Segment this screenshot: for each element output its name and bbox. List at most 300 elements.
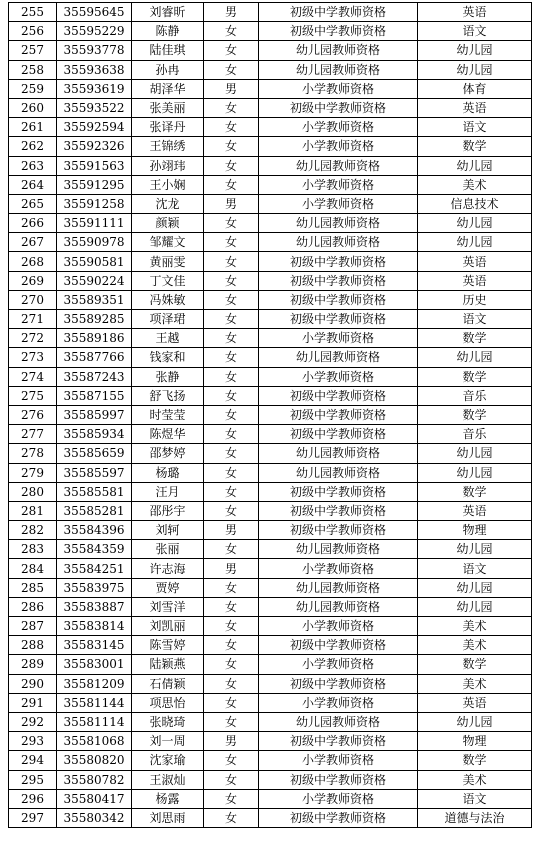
gender-cell: 女 xyxy=(204,41,259,60)
gender-cell: 女 xyxy=(204,674,259,693)
subject-cell: 数学 xyxy=(418,655,532,674)
certificate-type-cell: 小学教师资格 xyxy=(259,137,418,156)
certificate-type-cell: 幼儿园教师资格 xyxy=(259,578,418,597)
table-row xyxy=(9,770,532,789)
certificate-type-cell: 小学教师资格 xyxy=(259,693,418,712)
exam-id-cell: 35593778 xyxy=(57,41,132,60)
table-row xyxy=(9,655,532,674)
table-row xyxy=(9,674,532,693)
table-row xyxy=(9,41,532,60)
name-cell: 陈雪婷 xyxy=(132,636,204,655)
name-cell: 邵梦婷 xyxy=(132,444,204,463)
exam-id-cell: 35585934 xyxy=(57,425,132,444)
subject-cell: 英语 xyxy=(418,98,532,117)
subject-cell: 语文 xyxy=(418,310,532,329)
certificate-type-cell: 初级中学教师资格 xyxy=(259,674,418,693)
name-cell: 邹耀文 xyxy=(132,233,204,252)
row-number-cell: 279 xyxy=(9,463,57,482)
table-row xyxy=(9,367,532,386)
exam-id-cell: 35585659 xyxy=(57,444,132,463)
table-row xyxy=(9,271,532,290)
exam-id-cell: 35591258 xyxy=(57,194,132,213)
row-number-cell: 262 xyxy=(9,137,57,156)
candidate-table xyxy=(8,2,532,828)
exam-id-cell: 35580782 xyxy=(57,770,132,789)
name-cell: 丁文佳 xyxy=(132,271,204,290)
name-cell: 王淑灿 xyxy=(132,770,204,789)
row-number-cell: 260 xyxy=(9,98,57,117)
exam-id-cell: 35583887 xyxy=(57,597,132,616)
row-number-cell: 276 xyxy=(9,405,57,424)
exam-id-cell: 35590581 xyxy=(57,252,132,271)
name-cell: 杨露 xyxy=(132,789,204,808)
exam-id-cell: 35584251 xyxy=(57,559,132,578)
subject-cell: 幼儿园 xyxy=(418,156,532,175)
name-cell: 陆佳琪 xyxy=(132,41,204,60)
subject-cell: 数学 xyxy=(418,329,532,348)
row-number-cell: 294 xyxy=(9,751,57,770)
exam-id-cell: 35595229 xyxy=(57,22,132,41)
gender-cell: 男 xyxy=(204,732,259,751)
exam-id-cell: 35592326 xyxy=(57,137,132,156)
gender-cell: 女 xyxy=(204,712,259,731)
name-cell: 张晓琦 xyxy=(132,712,204,731)
certificate-type-cell: 初级中学教师资格 xyxy=(259,732,418,751)
subject-cell: 语文 xyxy=(418,789,532,808)
certificate-type-cell: 幼儿园教师资格 xyxy=(259,214,418,233)
name-cell: 刘凯丽 xyxy=(132,617,204,636)
table-row xyxy=(9,617,532,636)
name-cell: 孙翊玮 xyxy=(132,156,204,175)
subject-cell: 英语 xyxy=(418,3,532,22)
row-number-cell: 265 xyxy=(9,194,57,213)
table-body xyxy=(9,3,532,828)
subject-cell: 幼儿园 xyxy=(418,540,532,559)
name-cell: 沈家瑜 xyxy=(132,751,204,770)
exam-id-cell: 35585997 xyxy=(57,405,132,424)
subject-cell: 数学 xyxy=(418,751,532,770)
table-row xyxy=(9,137,532,156)
gender-cell: 女 xyxy=(204,501,259,520)
exam-id-cell: 35589186 xyxy=(57,329,132,348)
gender-cell: 男 xyxy=(204,521,259,540)
row-number-cell: 284 xyxy=(9,559,57,578)
exam-id-cell: 35592594 xyxy=(57,118,132,137)
exam-id-cell: 35591295 xyxy=(57,175,132,194)
subject-cell: 物理 xyxy=(418,521,532,540)
table-row xyxy=(9,156,532,175)
exam-id-cell: 35583975 xyxy=(57,578,132,597)
certificate-type-cell: 幼儿园教师资格 xyxy=(259,712,418,731)
table-row xyxy=(9,540,532,559)
row-number-cell: 295 xyxy=(9,770,57,789)
row-number-cell: 280 xyxy=(9,482,57,501)
name-cell: 刘雪洋 xyxy=(132,597,204,616)
name-cell: 石倩颖 xyxy=(132,674,204,693)
row-number-cell: 287 xyxy=(9,617,57,636)
exam-id-cell: 35581209 xyxy=(57,674,132,693)
table-row xyxy=(9,463,532,482)
row-number-cell: 277 xyxy=(9,425,57,444)
table-row xyxy=(9,98,532,117)
exam-id-cell: 35583001 xyxy=(57,655,132,674)
row-number-cell: 270 xyxy=(9,290,57,309)
subject-cell: 数学 xyxy=(418,367,532,386)
row-number-cell: 293 xyxy=(9,732,57,751)
subject-cell: 语文 xyxy=(418,559,532,578)
certificate-type-cell: 小学教师资格 xyxy=(259,175,418,194)
subject-cell: 幼儿园 xyxy=(418,463,532,482)
certificate-type-cell: 初级中学教师资格 xyxy=(259,3,418,22)
exam-id-cell: 35587766 xyxy=(57,348,132,367)
subject-cell: 语文 xyxy=(418,118,532,137)
name-cell: 贾婷 xyxy=(132,578,204,597)
name-cell: 张静 xyxy=(132,367,204,386)
subject-cell: 体育 xyxy=(418,79,532,98)
gender-cell: 女 xyxy=(204,367,259,386)
certificate-type-cell: 初级中学教师资格 xyxy=(259,636,418,655)
row-number-cell: 286 xyxy=(9,597,57,616)
row-number-cell: 289 xyxy=(9,655,57,674)
name-cell: 舒飞扬 xyxy=(132,386,204,405)
row-number-cell: 283 xyxy=(9,540,57,559)
exam-id-cell: 35583814 xyxy=(57,617,132,636)
certificate-type-cell: 小学教师资格 xyxy=(259,655,418,674)
gender-cell: 女 xyxy=(204,482,259,501)
certificate-type-cell: 初级中学教师资格 xyxy=(259,252,418,271)
gender-cell: 女 xyxy=(204,405,259,424)
name-cell: 孙冉 xyxy=(132,60,204,79)
gender-cell: 女 xyxy=(204,22,259,41)
row-number-cell: 290 xyxy=(9,674,57,693)
name-cell: 王小娴 xyxy=(132,175,204,194)
subject-cell: 音乐 xyxy=(418,386,532,405)
name-cell: 项泽珺 xyxy=(132,310,204,329)
subject-cell: 物理 xyxy=(418,732,532,751)
table-row xyxy=(9,60,532,79)
gender-cell: 女 xyxy=(204,156,259,175)
gender-cell: 女 xyxy=(204,789,259,808)
subject-cell: 幼儿园 xyxy=(418,712,532,731)
row-number-cell: 269 xyxy=(9,271,57,290)
table-row xyxy=(9,732,532,751)
certificate-type-cell: 初级中学教师资格 xyxy=(259,290,418,309)
gender-cell: 女 xyxy=(204,329,259,348)
exam-id-cell: 35585581 xyxy=(57,482,132,501)
name-cell: 钱家和 xyxy=(132,348,204,367)
subject-cell: 道德与法治 xyxy=(418,808,532,827)
certificate-type-cell: 小学教师资格 xyxy=(259,559,418,578)
name-cell: 张译丹 xyxy=(132,118,204,137)
certificate-type-cell: 小学教师资格 xyxy=(259,194,418,213)
name-cell: 陈静 xyxy=(132,22,204,41)
certificate-type-cell: 小学教师资格 xyxy=(259,118,418,137)
row-number-cell: 259 xyxy=(9,79,57,98)
certificate-type-cell: 幼儿园教师资格 xyxy=(259,60,418,79)
row-number-cell: 273 xyxy=(9,348,57,367)
exam-id-cell: 35591563 xyxy=(57,156,132,175)
certificate-type-cell: 幼儿园教师资格 xyxy=(259,348,418,367)
row-number-cell: 292 xyxy=(9,712,57,731)
certificate-type-cell: 初级中学教师资格 xyxy=(259,521,418,540)
name-cell: 刘一周 xyxy=(132,732,204,751)
row-number-cell: 272 xyxy=(9,329,57,348)
gender-cell: 女 xyxy=(204,252,259,271)
gender-cell: 女 xyxy=(204,751,259,770)
table-row xyxy=(9,194,532,213)
table-row xyxy=(9,252,532,271)
row-number-cell: 271 xyxy=(9,310,57,329)
certificate-type-cell: 小学教师资格 xyxy=(259,367,418,386)
row-number-cell: 274 xyxy=(9,367,57,386)
certificate-type-cell: 初级中学教师资格 xyxy=(259,482,418,501)
table-row xyxy=(9,597,532,616)
gender-cell: 女 xyxy=(204,310,259,329)
exam-id-cell: 35593522 xyxy=(57,98,132,117)
table-row xyxy=(9,348,532,367)
name-cell: 张丽 xyxy=(132,540,204,559)
row-number-cell: 278 xyxy=(9,444,57,463)
name-cell: 汪月 xyxy=(132,482,204,501)
gender-cell: 女 xyxy=(204,655,259,674)
certificate-type-cell: 小学教师资格 xyxy=(259,751,418,770)
table-row xyxy=(9,290,532,309)
gender-cell: 女 xyxy=(204,118,259,137)
gender-cell: 女 xyxy=(204,175,259,194)
gender-cell: 女 xyxy=(204,386,259,405)
name-cell: 邵彤宇 xyxy=(132,501,204,520)
name-cell: 项思怡 xyxy=(132,693,204,712)
table-row xyxy=(9,444,532,463)
row-number-cell: 258 xyxy=(9,60,57,79)
table-row xyxy=(9,693,532,712)
name-cell: 冯姝敏 xyxy=(132,290,204,309)
certificate-type-cell: 幼儿园教师资格 xyxy=(259,463,418,482)
name-cell: 刘思雨 xyxy=(132,808,204,827)
gender-cell: 女 xyxy=(204,578,259,597)
subject-cell: 幼儿园 xyxy=(418,60,532,79)
table-row xyxy=(9,233,532,252)
subject-cell: 幼儿园 xyxy=(418,444,532,463)
name-cell: 王越 xyxy=(132,329,204,348)
exam-id-cell: 35584359 xyxy=(57,540,132,559)
exam-id-cell: 35580820 xyxy=(57,751,132,770)
gender-cell: 女 xyxy=(204,233,259,252)
exam-id-cell: 35580342 xyxy=(57,808,132,827)
table-row xyxy=(9,559,532,578)
exam-id-cell: 35593619 xyxy=(57,79,132,98)
name-cell: 沈龙 xyxy=(132,194,204,213)
row-number-cell: 275 xyxy=(9,386,57,405)
subject-cell: 音乐 xyxy=(418,425,532,444)
subject-cell: 数学 xyxy=(418,482,532,501)
table-row xyxy=(9,79,532,98)
row-number-cell: 266 xyxy=(9,214,57,233)
exam-id-cell: 35595645 xyxy=(57,3,132,22)
gender-cell: 女 xyxy=(204,693,259,712)
exam-id-cell: 35581144 xyxy=(57,693,132,712)
certificate-type-cell: 幼儿园教师资格 xyxy=(259,156,418,175)
gender-cell: 男 xyxy=(204,194,259,213)
subject-cell: 幼儿园 xyxy=(418,233,532,252)
table-row xyxy=(9,175,532,194)
table-row xyxy=(9,808,532,827)
row-number-cell: 296 xyxy=(9,789,57,808)
gender-cell: 女 xyxy=(204,808,259,827)
row-number-cell: 288 xyxy=(9,636,57,655)
subject-cell: 美术 xyxy=(418,770,532,789)
row-number-cell: 267 xyxy=(9,233,57,252)
exam-id-cell: 35589351 xyxy=(57,290,132,309)
subject-cell: 美术 xyxy=(418,636,532,655)
table-row xyxy=(9,386,532,405)
certificate-type-cell: 初级中学教师资格 xyxy=(259,425,418,444)
certificate-type-cell: 小学教师资格 xyxy=(259,329,418,348)
subject-cell: 美术 xyxy=(418,617,532,636)
row-number-cell: 255 xyxy=(9,3,57,22)
row-number-cell: 261 xyxy=(9,118,57,137)
certificate-type-cell: 小学教师资格 xyxy=(259,79,418,98)
subject-cell: 历史 xyxy=(418,290,532,309)
name-cell: 黄丽雯 xyxy=(132,252,204,271)
row-number-cell: 264 xyxy=(9,175,57,194)
row-number-cell: 282 xyxy=(9,521,57,540)
table-row xyxy=(9,636,532,655)
name-cell: 颜颖 xyxy=(132,214,204,233)
subject-cell: 英语 xyxy=(418,271,532,290)
gender-cell: 女 xyxy=(204,617,259,636)
gender-cell: 女 xyxy=(204,290,259,309)
certificate-type-cell: 幼儿园教师资格 xyxy=(259,597,418,616)
row-number-cell: 268 xyxy=(9,252,57,271)
row-number-cell: 263 xyxy=(9,156,57,175)
gender-cell: 女 xyxy=(204,463,259,482)
gender-cell: 女 xyxy=(204,271,259,290)
gender-cell: 女 xyxy=(204,98,259,117)
row-number-cell: 285 xyxy=(9,578,57,597)
table-row xyxy=(9,482,532,501)
certificate-type-cell: 初级中学教师资格 xyxy=(259,386,418,405)
certificate-type-cell: 幼儿园教师资格 xyxy=(259,540,418,559)
certificate-type-cell: 幼儿园教师资格 xyxy=(259,444,418,463)
exam-id-cell: 35583145 xyxy=(57,636,132,655)
row-number-cell: 297 xyxy=(9,808,57,827)
gender-cell: 男 xyxy=(204,559,259,578)
name-cell: 陆颖燕 xyxy=(132,655,204,674)
certificate-type-cell: 初级中学教师资格 xyxy=(259,501,418,520)
name-cell: 许志海 xyxy=(132,559,204,578)
row-number-cell: 256 xyxy=(9,22,57,41)
subject-cell: 语文 xyxy=(418,22,532,41)
certificate-type-cell: 初级中学教师资格 xyxy=(259,310,418,329)
certificate-type-cell: 初级中学教师资格 xyxy=(259,405,418,424)
certificate-type-cell: 幼儿园教师资格 xyxy=(259,233,418,252)
exam-id-cell: 35581068 xyxy=(57,732,132,751)
exam-id-cell: 35590978 xyxy=(57,233,132,252)
table-row xyxy=(9,329,532,348)
certificate-type-cell: 初级中学教师资格 xyxy=(259,808,418,827)
row-number-cell: 291 xyxy=(9,693,57,712)
name-cell: 时莹莹 xyxy=(132,405,204,424)
exam-id-cell: 35590224 xyxy=(57,271,132,290)
subject-cell: 幼儿园 xyxy=(418,348,532,367)
table-row xyxy=(9,3,532,22)
gender-cell: 女 xyxy=(204,60,259,79)
table-row xyxy=(9,578,532,597)
name-cell: 杨璐 xyxy=(132,463,204,482)
exam-id-cell: 35580417 xyxy=(57,789,132,808)
exam-id-cell: 35589285 xyxy=(57,310,132,329)
table-row xyxy=(9,751,532,770)
exam-id-cell: 35591111 xyxy=(57,214,132,233)
exam-id-cell: 35593638 xyxy=(57,60,132,79)
gender-cell: 女 xyxy=(204,597,259,616)
exam-id-cell: 35585597 xyxy=(57,463,132,482)
name-cell: 张美丽 xyxy=(132,98,204,117)
gender-cell: 女 xyxy=(204,214,259,233)
subject-cell: 幼儿园 xyxy=(418,214,532,233)
name-cell: 胡泽华 xyxy=(132,79,204,98)
subject-cell: 美术 xyxy=(418,175,532,194)
subject-cell: 美术 xyxy=(418,674,532,693)
table-row xyxy=(9,118,532,137)
table-row xyxy=(9,712,532,731)
subject-cell: 幼儿园 xyxy=(418,578,532,597)
gender-cell: 女 xyxy=(204,636,259,655)
subject-cell: 数学 xyxy=(418,405,532,424)
certificate-type-cell: 初级中学教师资格 xyxy=(259,271,418,290)
gender-cell: 男 xyxy=(204,3,259,22)
certificate-type-cell: 初级中学教师资格 xyxy=(259,770,418,789)
gender-cell: 女 xyxy=(204,444,259,463)
exam-id-cell: 35584396 xyxy=(57,521,132,540)
subject-cell: 幼儿园 xyxy=(418,597,532,616)
subject-cell: 数学 xyxy=(418,137,532,156)
table-row xyxy=(9,405,532,424)
certificate-type-cell: 小学教师资格 xyxy=(259,617,418,636)
name-cell: 刘轲 xyxy=(132,521,204,540)
certificate-type-cell: 小学教师资格 xyxy=(259,789,418,808)
table-row xyxy=(9,501,532,520)
table-row xyxy=(9,22,532,41)
table-row xyxy=(9,310,532,329)
gender-cell: 女 xyxy=(204,348,259,367)
name-cell: 王锦绣 xyxy=(132,137,204,156)
table-row xyxy=(9,214,532,233)
subject-cell: 英语 xyxy=(418,501,532,520)
table-row xyxy=(9,521,532,540)
gender-cell: 女 xyxy=(204,137,259,156)
gender-cell: 男 xyxy=(204,79,259,98)
row-number-cell: 281 xyxy=(9,501,57,520)
exam-id-cell: 35581114 xyxy=(57,712,132,731)
certificate-type-cell: 初级中学教师资格 xyxy=(259,22,418,41)
name-cell: 陈煜华 xyxy=(132,425,204,444)
table-row xyxy=(9,425,532,444)
gender-cell: 女 xyxy=(204,425,259,444)
subject-cell: 幼儿园 xyxy=(418,41,532,60)
exam-id-cell: 35587243 xyxy=(57,367,132,386)
subject-cell: 信息技术 xyxy=(418,194,532,213)
name-cell: 刘睿昕 xyxy=(132,3,204,22)
subject-cell: 英语 xyxy=(418,693,532,712)
row-number-cell: 257 xyxy=(9,41,57,60)
certificate-type-cell: 初级中学教师资格 xyxy=(259,98,418,117)
exam-id-cell: 35585281 xyxy=(57,501,132,520)
gender-cell: 女 xyxy=(204,540,259,559)
certificate-type-cell: 幼儿园教师资格 xyxy=(259,41,418,60)
table-row xyxy=(9,789,532,808)
